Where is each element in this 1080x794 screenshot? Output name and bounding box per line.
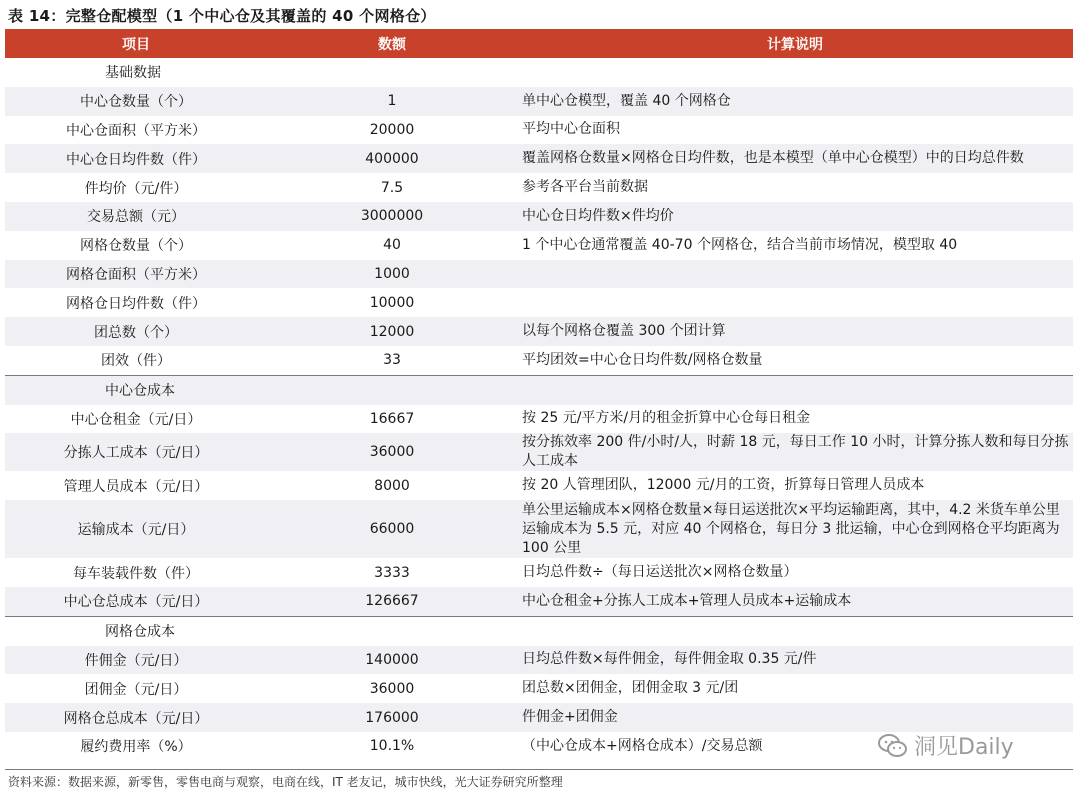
- table-row: [5, 558, 1073, 587]
- cell-note: 单中心仓模型，覆盖 40 个网格仓: [517, 87, 1073, 116]
- cell-value: 1: [267, 87, 517, 116]
- cell-note: 单公里运输成本×网格仓数量×每日运送批次×平均运输距离，其中，4.2 米货车单公里运输成本为 5.5 元，对应 40 个网格仓，每日分 3 批运输，中心仓到网格仓平均距离为 100 公里: [517, 500, 1073, 558]
- cell-note: 1 个中心仓通常覆盖 40-70 个网格仓，结合当前市场情况，模型取 40: [522, 236, 958, 253]
- table-row: [5, 317, 1073, 346]
- cell-item: 基础数据: [105, 65, 161, 82]
- table-body: [5, 58, 1073, 761]
- cell-item: 网格仓总成本（元/日）: [5, 703, 267, 732]
- cell-note: [517, 58, 1073, 87]
- cell-value: 140000: [267, 646, 517, 675]
- header-value: 数额: [267, 29, 517, 58]
- table-header-row: [5, 29, 1073, 58]
- cell-value: [267, 58, 517, 87]
- source-note: 资料来源：数据来源，新零售，零售电商与观察，电商在线，IT 老友记，城市快线，光大证券研究所整理: [8, 775, 563, 789]
- cell-note: [517, 616, 1073, 645]
- cell-value: 10.1%: [369, 738, 415, 755]
- cell-note: 按 20 人管理团队，12000 元/月的工资，折算每日管理人员成本: [522, 477, 925, 494]
- table-row: [5, 231, 1073, 260]
- section-row: [5, 58, 1073, 87]
- cell-note: 以每个网格仓覆盖 300 个团计算: [517, 317, 1073, 346]
- cell-value: 1000: [267, 260, 517, 289]
- cell-value: 40: [383, 237, 401, 254]
- cell-item: 每车装载件数（件）: [73, 565, 199, 582]
- cell-value: 3333: [374, 564, 410, 581]
- cell-item: 中心仓租金（元/日）: [70, 411, 202, 428]
- watermark: [878, 730, 1014, 761]
- cell-note: 平均团效=中心仓日均件数/网格仓数量: [522, 351, 763, 368]
- cell-item: 中心仓数量（个）: [5, 87, 267, 116]
- cell-item: 中心仓面积（平方米）: [66, 122, 206, 139]
- cell-note: 覆盖网格仓数量×网格仓日均件数，也是本模型（单中心仓模型）中的日均总件数: [517, 144, 1073, 173]
- cell-value: 10000: [369, 294, 415, 311]
- cell-note: [517, 375, 1073, 404]
- table-row: [5, 144, 1073, 173]
- section-row: [5, 616, 1073, 645]
- table-row: [5, 405, 1073, 434]
- cell-value: 20000: [369, 121, 415, 138]
- cell-item: 履约费用率（%）: [80, 739, 192, 756]
- table-row: [5, 346, 1073, 375]
- cell-item: 网格仓成本: [5, 616, 267, 645]
- cell-item: 团效（件）: [101, 353, 171, 370]
- table-row: [5, 288, 1073, 317]
- cell-value: [267, 375, 517, 404]
- wechat-icon: [878, 733, 908, 759]
- table-row: [5, 433, 1073, 471]
- cell-note: 团总数×团佣金，团佣金取 3 元/团: [522, 680, 739, 697]
- section-row: [5, 375, 1073, 404]
- cell-item: 交易总额（元）: [5, 202, 267, 231]
- cell-item: 团总数（个）: [5, 317, 267, 346]
- cell-note: [517, 288, 1073, 317]
- cell-item: 团佣金（元/日）: [84, 681, 188, 698]
- cell-note: 参考各平台当前数据: [522, 179, 648, 196]
- table-row: [5, 202, 1073, 231]
- cell-note: 件佣金+团佣金: [517, 703, 1073, 732]
- cell-item: 运输成本（元/日）: [5, 500, 267, 558]
- table-row: [5, 500, 1073, 558]
- table-row: [5, 703, 1073, 732]
- cell-value: 8000: [374, 477, 410, 494]
- cell-value: 36000: [369, 680, 415, 697]
- header-item: 项目: [5, 29, 267, 58]
- cell-note: 平均中心仓面积: [522, 121, 620, 138]
- cell-note: 日均总件数×每件佣金，每件佣金取 0.35 元/件: [517, 646, 1073, 675]
- cell-note: 按分拣效率 200 件/小时/人，时薪 18 元，每日工作 10 小时，计算分拣人数和每日分拣人工成本: [517, 433, 1073, 471]
- cell-note: 中心仓租金+分拣人工成本+管理人员成本+运输成本: [517, 587, 1073, 616]
- cell-value: [267, 616, 517, 645]
- cell-item: 件均价（元/件）: [84, 180, 188, 197]
- cell-item: 中心仓总成本（元/日）: [5, 587, 267, 616]
- cell-item: 网格仓数量（个）: [80, 238, 192, 255]
- cell-note: （中心仓成本+网格仓成本）/交易总额: [522, 737, 763, 754]
- cell-value: 7.5: [380, 179, 404, 196]
- cell-item: 中心仓日均件数（件）: [5, 144, 267, 173]
- table-row: [5, 587, 1073, 616]
- cell-value: 400000: [267, 144, 517, 173]
- cell-note: 日均总件数÷（每日运送批次×网格仓数量）: [522, 564, 798, 581]
- cell-value: 126667: [267, 587, 517, 616]
- cell-value: 66000: [267, 500, 517, 558]
- table-row: [5, 471, 1073, 500]
- cell-value: 176000: [267, 703, 517, 732]
- cell-value: 3000000: [267, 202, 517, 231]
- table-row: [5, 260, 1073, 289]
- table-row: [5, 646, 1073, 675]
- cell-value: 12000: [267, 317, 517, 346]
- cell-item: 分拣人工成本（元/日）: [5, 433, 267, 471]
- data-table: [5, 29, 1073, 761]
- table-row: [5, 674, 1073, 703]
- cell-value: 33: [383, 352, 401, 369]
- cell-note: [517, 260, 1073, 289]
- cell-value: 36000: [267, 433, 517, 471]
- cell-item: 中心仓成本: [5, 375, 267, 404]
- table-row: [5, 87, 1073, 116]
- cell-item: 件佣金（元/日）: [5, 646, 267, 675]
- header-note: 计算说明: [517, 29, 1073, 58]
- cell-value: 16667: [369, 410, 415, 427]
- cell-item: 网格仓面积（平方米）: [5, 260, 267, 289]
- watermark-text: 洞见Daily: [914, 735, 1014, 760]
- table-row: [5, 116, 1073, 145]
- cell-note: 按 25 元/平方米/月的租金折算中心仓每日租金: [522, 410, 811, 427]
- cell-item: 管理人员成本（元/日）: [63, 478, 209, 495]
- cell-note: 中心仓日均件数×件均价: [517, 202, 1073, 231]
- cell-item: 网格仓日均件数（件）: [66, 295, 206, 312]
- table-row: [5, 173, 1073, 202]
- table-bottom-rule: [5, 769, 1073, 770]
- table-title: 表 14：完整仓配模型（1 个中心仓及其覆盖的 40 个网格仓）: [8, 7, 436, 25]
